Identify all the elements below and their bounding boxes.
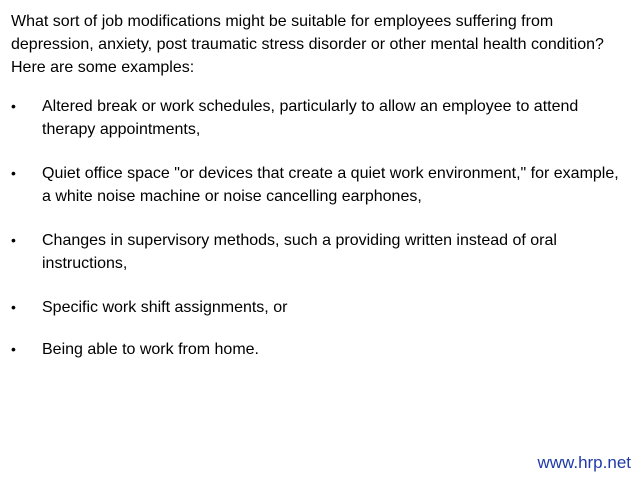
- bullet-marker: •: [11, 165, 16, 181]
- list-item-text: Changes in supervisory methods, such a providing written instead of oral instructions,: [42, 232, 557, 272]
- bullet-marker: •: [11, 299, 16, 315]
- bullet-marker: •: [11, 98, 16, 114]
- examples-list: [11, 95, 631, 361]
- website-link[interactable]: www.hrp.net: [537, 453, 631, 472]
- list-item-text: Quiet office space "or devices that create a quiet work environment," for example, a white noise machine or noise cancelling earphones,: [42, 165, 619, 205]
- bullet-marker: •: [11, 341, 16, 357]
- list-item: [11, 338, 631, 361]
- list-item-text: Being able to work from home.: [42, 341, 259, 358]
- intro-paragraph: What sort of job modifications might be suitable for employees suffering from depression, anxiety, post traumatic stress disorder or other mental health condition? Here are some examples:: [11, 13, 604, 76]
- list-item-text: Specific work shift assignments, or: [42, 299, 288, 316]
- list-item: [11, 229, 631, 275]
- list-item: [11, 95, 631, 141]
- list-item: [11, 296, 631, 319]
- list-item: [11, 162, 631, 208]
- list-item-text: Altered break or work schedules, particularly to allow an employee to attend therapy appointments,: [42, 98, 579, 138]
- bullet-marker: •: [11, 232, 16, 248]
